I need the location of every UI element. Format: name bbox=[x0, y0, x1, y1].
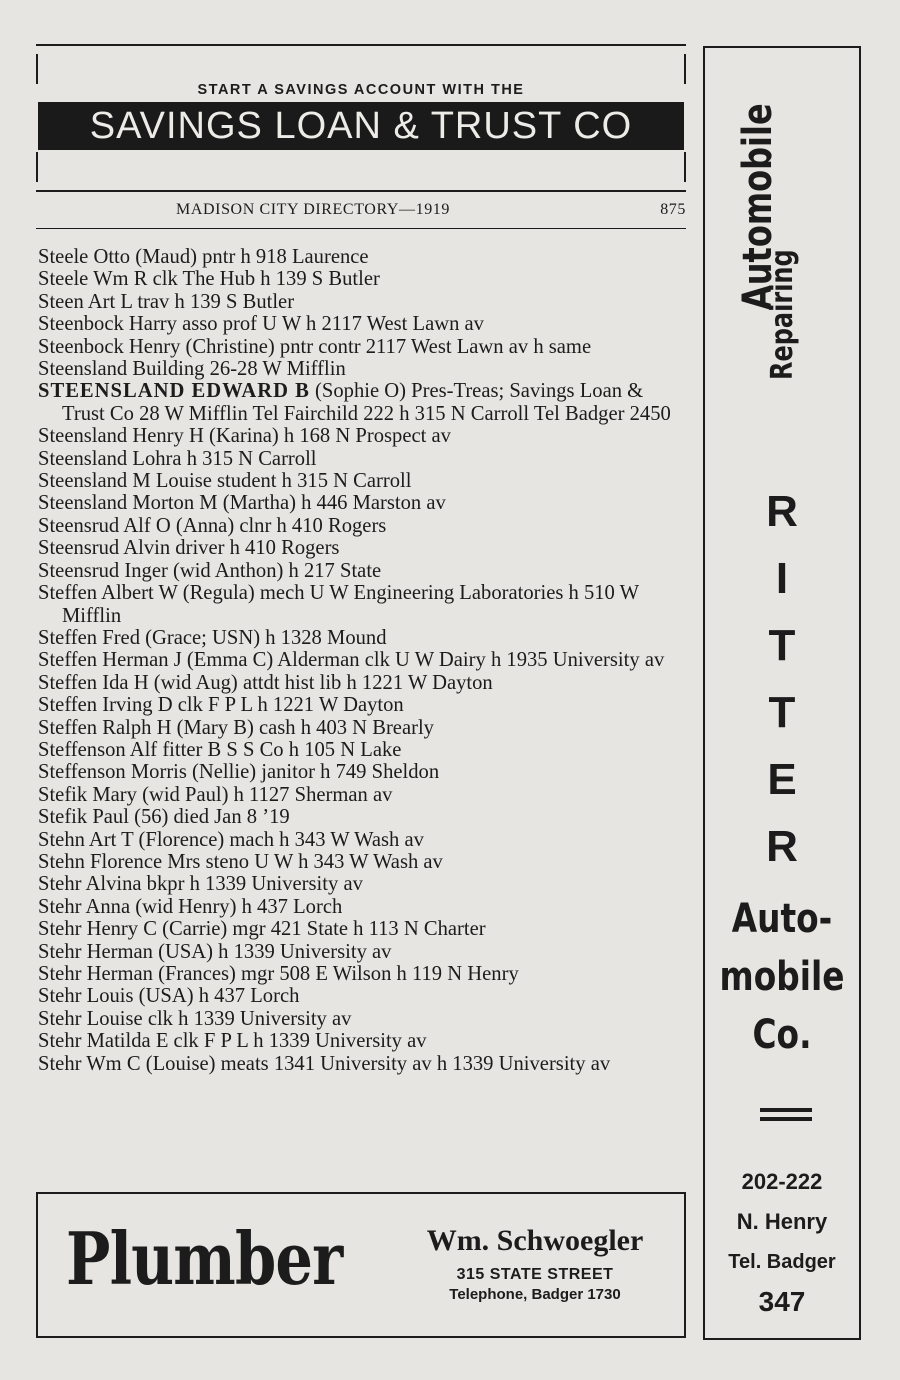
ad-border-tick bbox=[684, 54, 686, 84]
double-rule bbox=[760, 1108, 812, 1112]
directory-entry bbox=[38, 873, 688, 895]
ritter-letter: T bbox=[768, 621, 796, 670]
directory-entry bbox=[38, 985, 688, 1007]
entry-text: Steenbock Henry (Christine) pntr contr 2117 West Lawn av h same bbox=[38, 335, 592, 358]
ad-border-tick bbox=[36, 54, 38, 84]
directory-entry bbox=[38, 717, 688, 739]
repairing-vertical-text: Repairing bbox=[765, 249, 800, 380]
ritter-letter: R bbox=[766, 822, 798, 871]
double-rule bbox=[760, 1117, 812, 1121]
entry-text: Stehr Louis (USA) h 437 Lorch bbox=[38, 985, 300, 1008]
entry-text: Steensrud Inger (wid Anthon) h 217 State bbox=[38, 559, 382, 582]
entry-text: Steffen Fred (Grace; USN) h 1328 Mound bbox=[38, 626, 387, 649]
plumber-ad bbox=[36, 1192, 686, 1338]
plumber-phone: Telephone, Badger 1730 bbox=[449, 1286, 621, 1303]
entry-text: Steensland Morton M (Martha) h 446 Marston av bbox=[38, 492, 446, 515]
entry-text: Steenbock Harry asso prof U W h 2117 West Lawn av bbox=[38, 313, 484, 336]
directory-entry bbox=[38, 649, 688, 671]
directory-entry bbox=[38, 1053, 688, 1075]
directory-entry bbox=[38, 582, 688, 627]
directory-title: MADISON CITY DIRECTORY—1919 bbox=[176, 201, 450, 218]
entry-text: Stehr Henry C (Carrie) mgr 421 State h 113 N Charter bbox=[38, 918, 486, 941]
entry-text: Stehr Herman (USA) h 1339 University av bbox=[38, 940, 392, 963]
directory-entry bbox=[38, 851, 688, 873]
entry-text: Steele Otto (Maud) pntr h 918 Laurence bbox=[38, 246, 369, 268]
entry-text: Steensland Henry H (Karina) h 168 N Prospect av bbox=[38, 425, 451, 448]
directory-entry bbox=[38, 313, 688, 335]
ritter-letter: I bbox=[775, 554, 789, 603]
entry-text: (Sophie O) Pres-Treas; Savings Loan & Trust Co 28 W Mifflin Tel Fairchild 222 h 315 N Carroll Tel Badger 2450 bbox=[62, 380, 671, 425]
ritter-letter: R bbox=[766, 487, 798, 536]
directory-entry bbox=[38, 291, 688, 313]
page-header bbox=[36, 201, 686, 225]
entry-text: Steffen Ida H (wid Aug) attdt hist lib h 1221 W Dayton bbox=[38, 671, 493, 694]
entry-text: Steele Wm R clk The Hub h 139 S Butler bbox=[38, 268, 380, 291]
page-number: 875 bbox=[660, 201, 686, 218]
entry-text: Stefik Paul (56) died Jan 8 ’19 bbox=[38, 806, 290, 829]
entry-text: Stefik Mary (wid Paul) h 1127 Sherman av bbox=[38, 783, 393, 806]
directory-entry bbox=[38, 380, 688, 425]
entry-text: Stehr Anna (wid Henry) h 437 Lorch bbox=[38, 895, 343, 918]
entry-text: Steensrud Alvin driver h 410 Rogers bbox=[38, 537, 340, 560]
entry-text: Steffen Ralph H (Mary B) cash h 403 N Brearly bbox=[38, 716, 434, 739]
entry-text: Steensland M Louise student h 315 N Carroll bbox=[38, 470, 412, 493]
directory-entry bbox=[38, 806, 688, 828]
plumber-name: Wm. Schwoegler bbox=[426, 1224, 644, 1257]
directory-entry bbox=[38, 336, 688, 358]
directory-entry bbox=[38, 425, 688, 447]
ritter-address-number: 202-222 bbox=[741, 1169, 823, 1194]
company-line: mobile bbox=[719, 954, 845, 1000]
savings-bank-ad bbox=[36, 44, 686, 192]
ad-border-tick bbox=[36, 152, 38, 182]
entry-text: Stehr Alvina bkpr h 1339 University av bbox=[38, 873, 363, 896]
directory-entries bbox=[38, 246, 688, 1075]
directory-entry bbox=[38, 492, 688, 514]
automobile-vertical-text: Automobile bbox=[735, 103, 781, 310]
entry-text: Steen Art L trav h 139 S Butler bbox=[38, 290, 295, 313]
entry-text: Stehr Louise clk h 1339 University av bbox=[38, 1007, 352, 1030]
directory-entry bbox=[38, 896, 688, 918]
entry-text: Steffenson Morris (Nellie) janitor h 749 Sheldon bbox=[38, 761, 440, 784]
entry-text: Stehn Florence Mrs steno U W h 343 W Wash av bbox=[38, 850, 443, 873]
company-name bbox=[719, 890, 845, 1064]
plumber-address: 315 STATE STREET bbox=[456, 1266, 614, 1283]
plumber-headline: Plumber bbox=[66, 1216, 343, 1301]
directory-entry bbox=[38, 537, 688, 559]
directory-entry bbox=[38, 627, 688, 649]
directory-entry bbox=[38, 560, 688, 582]
entry-text: Steffenson Alf fitter B S S Co h 105 N Lake bbox=[38, 738, 402, 761]
entry-text: Stehr Herman (Frances) mgr 508 E Wilson h 119 N Henry bbox=[38, 963, 519, 985]
directory-entry bbox=[38, 829, 688, 851]
directory-entry bbox=[38, 470, 688, 492]
entry-bold-name: STEENSLAND EDWARD B bbox=[38, 380, 310, 403]
directory-entry bbox=[38, 918, 688, 940]
entry-text: Steensrud Alf O (Anna) clnr h 410 Rogers bbox=[38, 514, 387, 537]
entry-text: Stehn Art T (Florence) mach h 343 W Wash av bbox=[38, 828, 424, 851]
directory-entry bbox=[38, 694, 688, 716]
ritter-auto-ad bbox=[703, 46, 861, 1340]
bank-name-banner: SAVINGS LOAN & TRUST CO bbox=[38, 102, 684, 150]
entry-text: Steffen Irving D clk F P L h 1221 W Dayton bbox=[38, 694, 404, 717]
directory-entry bbox=[38, 1030, 688, 1052]
company-line: Co. bbox=[752, 1012, 812, 1058]
directory-entry bbox=[38, 448, 688, 470]
directory-entry bbox=[38, 761, 688, 783]
directory-entry bbox=[38, 1008, 688, 1030]
entry-text: Stehr Matilda E clk F P L h 1339 University av bbox=[38, 1030, 427, 1053]
directory-entry bbox=[38, 739, 688, 761]
ad-tagline: START A SAVINGS ACCOUNT WITH THE bbox=[197, 82, 525, 98]
ritter-tel-number: 347 bbox=[758, 1286, 806, 1317]
directory-entry bbox=[38, 515, 688, 537]
directory-entry bbox=[38, 358, 688, 380]
directory-entry bbox=[38, 784, 688, 806]
company-line: Auto- bbox=[731, 896, 833, 942]
directory-entry bbox=[38, 246, 688, 268]
directory-entry bbox=[38, 672, 688, 694]
ritter-letter: E bbox=[767, 755, 797, 804]
directory-entry bbox=[38, 941, 688, 963]
directory-entry bbox=[38, 268, 688, 290]
ritter-letter: T bbox=[768, 688, 796, 737]
ritter-street: N. Henry bbox=[736, 1209, 828, 1234]
entry-text: Steensland Building 26-28 W Mifflin bbox=[38, 358, 346, 381]
ritter-letters bbox=[705, 478, 859, 880]
header-rule bbox=[36, 228, 686, 229]
ritter-contact bbox=[705, 1162, 859, 1322]
directory-entry bbox=[38, 963, 688, 985]
entry-text: Steensland Lohra h 315 N Carroll bbox=[38, 447, 317, 470]
ritter-tel-label: Tel. Badger bbox=[728, 1251, 836, 1273]
entry-text: Steffen Herman J (Emma C) Alderman clk U W Dairy h 1935 University av bbox=[38, 649, 665, 672]
ad-border-tick bbox=[684, 152, 686, 182]
entry-text: Stehr Wm C (Louise) meats 1341 University av h 1339 University av bbox=[38, 1052, 611, 1075]
entry-text: Steffen Albert W (Regula) mech U W Engineering Laboratories h 510 W Mifflin bbox=[38, 582, 639, 627]
